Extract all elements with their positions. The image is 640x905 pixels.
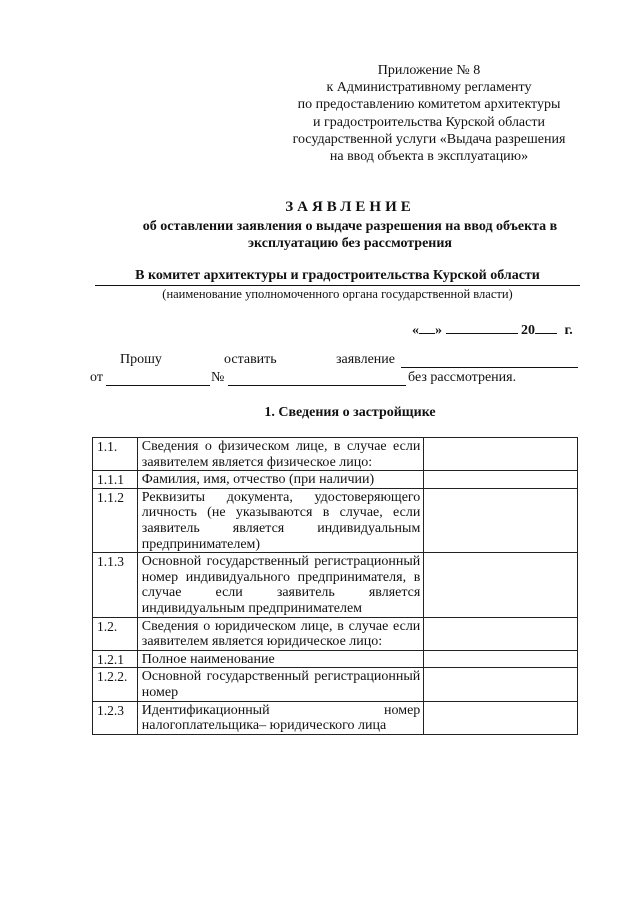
appendix-line: государственной услуги «Выдача разрешения <box>292 131 566 147</box>
recipient-note: (наименование уполномоченного органа государственной власти) <box>162 287 513 301</box>
row-value-cell[interactable] <box>424 553 578 617</box>
table-row <box>93 488 578 552</box>
document-title: ЗАЯВЛЕНИЕ <box>285 199 415 215</box>
application-date-blank[interactable] <box>106 372 210 386</box>
document-subtitle <box>80 218 620 252</box>
request-line-1 <box>120 352 580 372</box>
row-value-cell[interactable] <box>424 488 578 552</box>
date-open-quote: « <box>412 323 419 338</box>
request-ending: без рассмотрения. <box>408 370 517 385</box>
applicant-info-table <box>92 437 578 735</box>
row-description: Основной государственный регистрационный номер индивидуального предпринимателя, в случае если заявитель является индивидуальным предпринимателем <box>137 553 424 617</box>
row-value-cell[interactable] <box>424 438 578 471</box>
application-name-blank[interactable] <box>401 354 578 368</box>
recipient-name: В комитет архитектуры и градостроительства Курской области <box>95 267 580 286</box>
request-word-ostavit: оставить <box>224 352 277 367</box>
year-blank[interactable] <box>535 320 557 334</box>
year-suffix: г. <box>564 323 573 338</box>
month-blank[interactable] <box>446 320 518 334</box>
appendix-block <box>270 62 588 165</box>
row-value-cell[interactable] <box>424 617 578 650</box>
row-description: Сведения о юридическом лице, в случае если заявителем является юридическое лицо: <box>137 617 424 650</box>
row-number: 1.2.1 <box>93 650 138 668</box>
request-from: от <box>90 370 103 385</box>
table-row <box>93 471 578 489</box>
row-description: Основной государственный регистрационный номер <box>137 668 424 701</box>
table-row <box>93 668 578 701</box>
request-word-prosu: Прошу <box>120 352 162 367</box>
request-word-zayavlenie: заявление <box>336 352 396 367</box>
row-description: Фамилия, имя, отчество (при наличии) <box>137 471 424 489</box>
application-number-blank[interactable] <box>228 372 406 386</box>
table-row <box>93 701 578 734</box>
date-field[interactable] <box>412 320 573 339</box>
row-number: 1.1. <box>93 438 138 471</box>
date-close-quote: » <box>435 323 442 338</box>
row-number: 1.2.2. <box>93 668 138 701</box>
appendix-line: Приложение № 8 <box>377 63 481 78</box>
appendix-line: на ввод объекта в эксплуатацию» <box>329 149 529 165</box>
table-row <box>93 438 578 471</box>
request-line-2 <box>90 370 570 390</box>
row-description: Сведения о физическом лице, в случае если заявителем является физическое лицо: <box>137 438 424 471</box>
table-row <box>93 553 578 617</box>
row-number: 1.1.1 <box>93 471 138 489</box>
row-number: 1.1.2 <box>93 488 138 552</box>
row-number: 1.1.3 <box>93 553 138 617</box>
row-description: Полное наименование <box>137 650 424 668</box>
row-description: Идентификационный номер налогоплательщика– юридического лица <box>137 701 424 734</box>
year-prefix: 20 <box>521 323 535 338</box>
table-row <box>93 617 578 650</box>
table-row <box>93 650 578 668</box>
row-description: Реквизиты документа, удостоверяющего личность (не указываются в случае, если заявитель является индивидуальным предпринимателем) <box>137 488 424 552</box>
request-number-sign: № <box>211 370 225 385</box>
day-blank[interactable] <box>419 320 435 334</box>
row-number: 1.2.3 <box>93 701 138 734</box>
appendix-line: по предоставлению комитетом архитектуры <box>297 97 561 113</box>
appendix-line: к Административному регламенту <box>326 80 532 96</box>
row-value-cell[interactable] <box>424 650 578 668</box>
subtitle-line-1: об оставлении заявления о выдаче разрешения на ввод объекта в <box>142 219 558 234</box>
section-1-title: 1. Сведения о застройщике <box>264 405 436 420</box>
row-value-cell[interactable] <box>424 701 578 734</box>
row-value-cell[interactable] <box>424 471 578 489</box>
appendix-line: и градостроительства Курской области <box>313 114 545 130</box>
subtitle-line-2: эксплуатацию без рассмотрения <box>247 236 453 251</box>
row-value-cell[interactable] <box>424 668 578 701</box>
row-number: 1.2. <box>93 617 138 650</box>
